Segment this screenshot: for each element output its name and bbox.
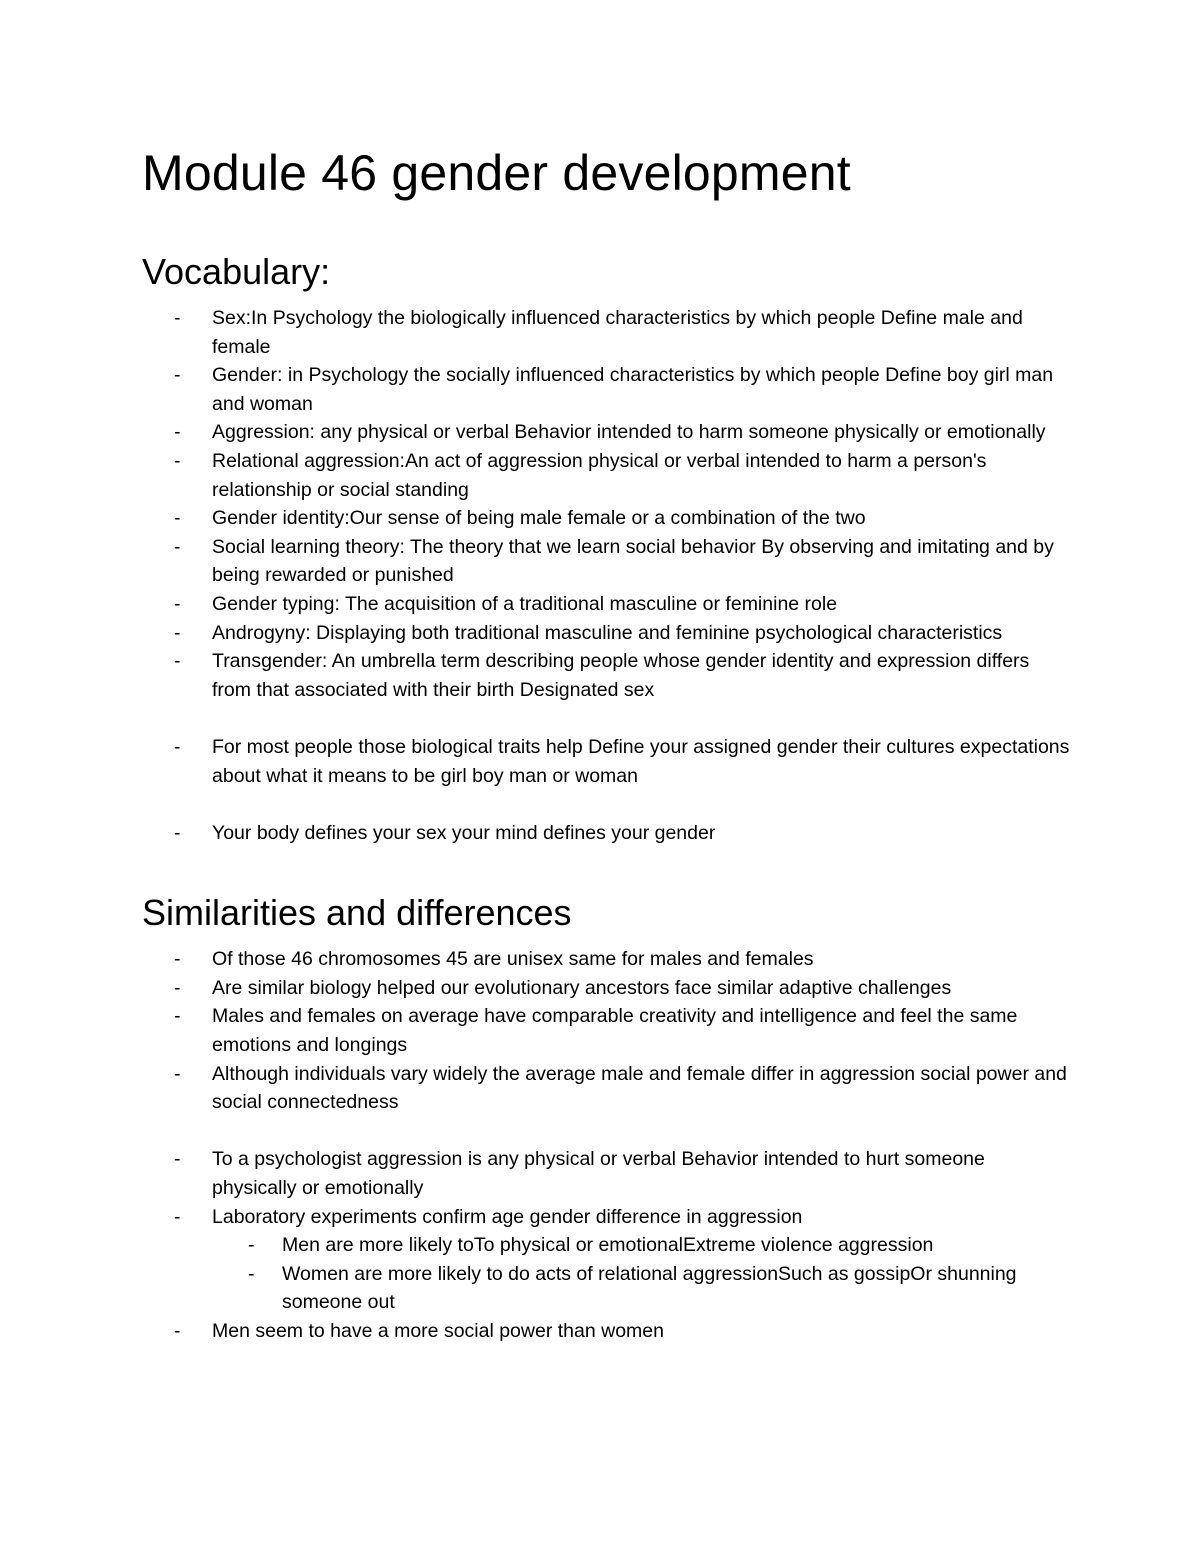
dash-bullet: - [174, 1320, 181, 1342]
dash-bullet: - [174, 621, 181, 644]
sub-list-item: - Men are more likely toTo physical or emotionalExtreme violence aggression [142, 1231, 1072, 1260]
aggression-sub-list [142, 1231, 1072, 1317]
vocabulary-notes-list-2 [142, 819, 1072, 848]
list-item: - Relational aggression:An act of aggression physical or verbal intended to harm a person's relationship or social standing [142, 447, 1072, 504]
document-title: Module 46 gender development [142, 145, 851, 201]
dash-bullet: - [174, 1205, 181, 1228]
dash-bullet: - [174, 507, 181, 530]
dash-bullet: - [174, 592, 181, 615]
list-item: - Aggression: any physical or verbal Behavior intended to harm someone physically or emotionally [142, 418, 1072, 447]
dash-bullet: - [174, 650, 181, 673]
list-item: - Males and females on average have comparable creativity and intelligence and feel the same emotions and longings [142, 1002, 1072, 1059]
dash-bullet: - [174, 449, 181, 472]
list-item: - Gender typing: The acquisition of a traditional masculine or feminine role [142, 590, 1072, 619]
dash-bullet: - [174, 535, 181, 558]
dash-bullet: - [248, 1262, 255, 1285]
dash-bullet: - [174, 821, 181, 844]
power-list [142, 1317, 1072, 1346]
document-page [142, 140, 1072, 1346]
spacer [142, 790, 1072, 819]
list-item: - Are similar biology helped our evolutionary ancestors face similar adaptive challenges [142, 974, 1072, 1003]
aggression-list [142, 1145, 1072, 1231]
dash-bullet: - [174, 948, 181, 971]
list-item: - For most people those biological traits help Define your assigned gender their cultures expectations about what it means to be girl boy man or woman [142, 733, 1072, 790]
list-item: - Transgender: An umbrella term describing people whose gender identity and expression differs from that associated with their birth Designated sex [142, 647, 1072, 704]
dash-bullet: - [174, 307, 181, 329]
spacer [142, 704, 1072, 733]
dash-bullet: - [174, 1005, 181, 1028]
list-item: - Although individuals vary widely the average male and female differ in aggression social power and social connectedness [142, 1060, 1072, 1117]
list-item: - Laboratory experiments confirm age gender difference in aggression [142, 1203, 1072, 1232]
dash-bullet: - [174, 1062, 181, 1085]
list-item: - Your body defines your sex your mind defines your gender [142, 819, 1072, 848]
vocabulary-notes-list [142, 733, 1072, 790]
list-item: - To a psychologist aggression is any physical or verbal Behavior intended to hurt someone physically or emotionally [142, 1145, 1072, 1202]
list-item: - Gender: in Psychology the socially influenced characteristics by which people Define boy girl man and woman [142, 361, 1072, 418]
list-item: - Social learning theory: The theory that we learn social behavior By observing and imitating and by being rewarded or punished [142, 533, 1072, 590]
dash-bullet: - [248, 1234, 255, 1257]
list-item: - Sex:In Psychology the biologically influenced characteristics by which people Define male and female [142, 304, 1072, 361]
similarities-list [142, 945, 1072, 1117]
list-item: - Of those 46 chromosomes 45 are unisex same for males and females [142, 945, 1072, 974]
list-item: - Gender identity:Our sense of being male female or a combination of the two [142, 504, 1072, 533]
spacer [142, 1117, 1072, 1146]
dash-bullet: - [174, 364, 181, 387]
vocabulary-heading: Vocabulary: [142, 251, 331, 292]
dash-bullet: - [174, 976, 181, 999]
sub-list-item: - Women are more likely to do acts of relational aggressionSuch as gossipOr shunning someone out [142, 1260, 1072, 1317]
dash-bullet: - [174, 1148, 181, 1171]
list-item: - Men seem to have a more social power than women [142, 1317, 1072, 1346]
list-item: - Androgyny: Displaying both traditional masculine and feminine psychological characteristics [142, 619, 1072, 648]
dash-bullet: - [174, 421, 181, 444]
dash-bullet: - [174, 735, 181, 758]
vocabulary-list [142, 304, 1072, 704]
similarities-heading: Similarities and differences [142, 892, 572, 934]
